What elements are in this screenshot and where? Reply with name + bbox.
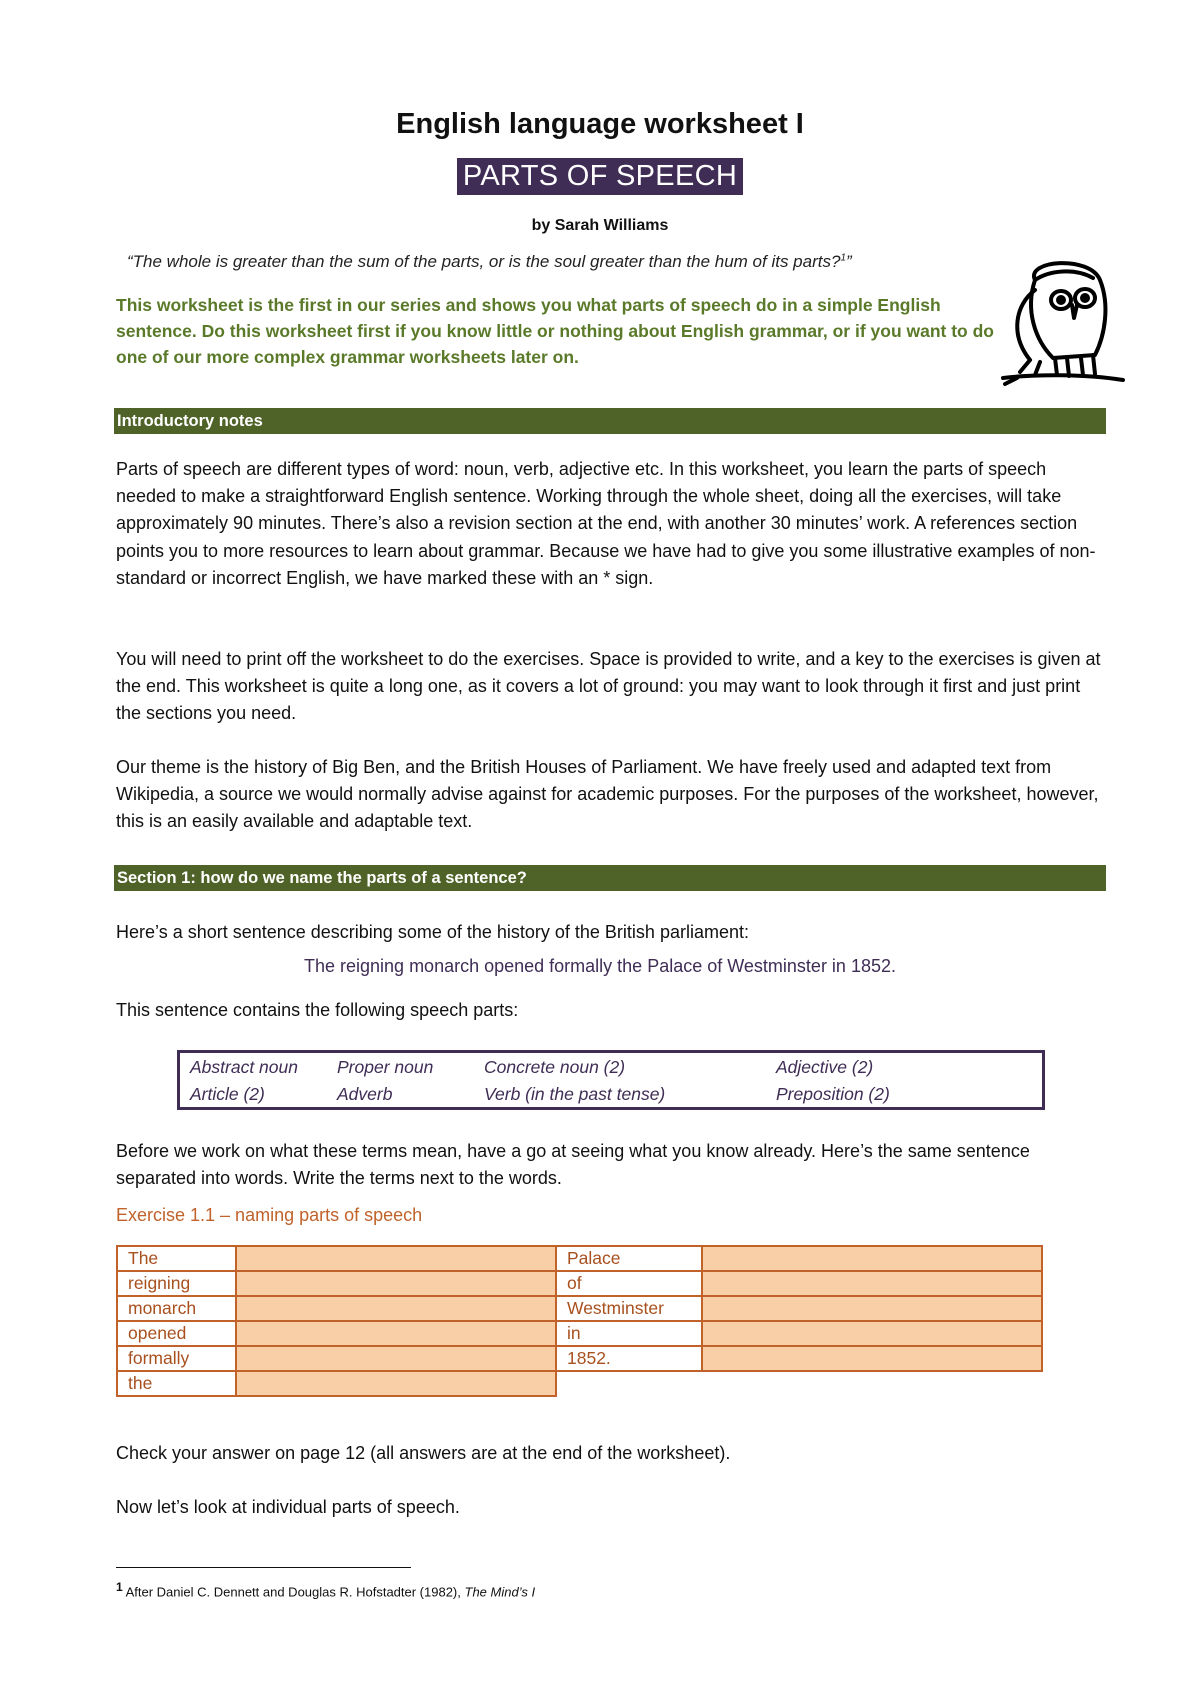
paragraph-check-answer: Check your answer on page 12 (all answers are at the end of the worksheet). bbox=[116, 1443, 731, 1463]
speech-part: Abstract noun bbox=[190, 1057, 298, 1077]
speech-part: Preposition (2) bbox=[776, 1084, 890, 1104]
exercise-table-right bbox=[555, 1245, 1043, 1372]
table-row bbox=[556, 1296, 1042, 1321]
table-row bbox=[117, 1271, 556, 1296]
page-subtitle: PARTS OF SPEECH bbox=[457, 158, 743, 195]
footnote-divider bbox=[116, 1567, 411, 1568]
table-row bbox=[556, 1346, 1042, 1371]
quote-footnote-mark[interactable]: 1 bbox=[840, 252, 846, 264]
footnote-text: After Daniel C. Dennett and Douglas R. Hofstadter (1982), bbox=[125, 1584, 465, 1600]
paragraph-next-section: Now let’s look at individual parts of speech. bbox=[116, 1497, 460, 1517]
owl-icon bbox=[995, 250, 1125, 390]
exercise-heading: Exercise 1.1 – naming parts of speech bbox=[116, 1205, 423, 1225]
answer-cell[interactable] bbox=[236, 1346, 556, 1371]
answer-cell[interactable] bbox=[236, 1271, 556, 1296]
table-row bbox=[556, 1246, 1042, 1271]
footnote-title: The Mind’s I bbox=[464, 1584, 536, 1600]
page-title: English language worksheet I bbox=[396, 108, 804, 140]
answer-cell[interactable] bbox=[236, 1371, 556, 1396]
paragraph-intro-3: Our theme is the history of Big Ben, and the British Houses of Parliament. We have freely used and adapted text from Wikipedia, a source we would normally advise against for academic purposes. For the purposes of the worksheet, however, this is an easily available and adaptable text. bbox=[116, 757, 1099, 832]
exercise-word: 1852. bbox=[556, 1346, 702, 1371]
table-row bbox=[117, 1321, 556, 1346]
answer-cell[interactable] bbox=[236, 1296, 556, 1321]
author-line: by Sarah Williams bbox=[531, 217, 669, 234]
intro-summary: This worksheet is the first in our series and shows you what parts of speech do in a simple English sentence. Do this worksheet first if you know little or nothing about English grammar, or if you want to do one of our more complex grammar worksheets later on. bbox=[116, 295, 994, 367]
answer-cell[interactable] bbox=[702, 1296, 1042, 1321]
exercise-word: in bbox=[556, 1321, 702, 1346]
exercise-word: The bbox=[117, 1246, 236, 1271]
paragraph-intro-1: Parts of speech are different types of word: noun, verb, adjective etc. In this worksheet, you learn the parts of speech needed to make a straightforward English sentence. Working through the whole sheet, doing all the exercises, will take approximately 90 minutes. There’s also a revision section at the end, with another 30 minutes’ work. A references section points you to more resources to learn about grammar. Because we have had to give you some illustrative examples of non-standard or incorrect English, we have marked these with an * sign. bbox=[116, 459, 1096, 588]
table-row bbox=[556, 1321, 1042, 1346]
table-row bbox=[117, 1371, 556, 1396]
table-row bbox=[117, 1346, 556, 1371]
exercise-word: the bbox=[117, 1371, 236, 1396]
paragraph-exercise-intro: Before we work on what these terms mean, have a go at seeing what you know already. Here’s the same sentence separated into words. Write the terms next to the words. bbox=[116, 1141, 1030, 1189]
footnote bbox=[116, 1580, 535, 1599]
speech-part: Adverb bbox=[337, 1084, 393, 1104]
answer-cell[interactable] bbox=[702, 1321, 1042, 1346]
exercise-word: Palace bbox=[556, 1246, 702, 1271]
paragraph-sentence-intro: Here’s a short sentence describing some of the history of the British parliament: bbox=[116, 922, 749, 942]
answer-cell[interactable] bbox=[702, 1271, 1042, 1296]
quote-text: “The whole is greater than the sum of the parts, or is the soul greater than the hum of its parts? bbox=[127, 252, 841, 271]
answer-cell[interactable] bbox=[702, 1246, 1042, 1271]
table-row bbox=[117, 1296, 556, 1321]
paragraph-speech-parts-intro: This sentence contains the following speech parts: bbox=[116, 1000, 519, 1020]
exercise-word: opened bbox=[117, 1321, 236, 1346]
quote-end: ” bbox=[846, 252, 852, 271]
exercise-word: formally bbox=[117, 1346, 236, 1371]
exercise-word: reigning bbox=[117, 1271, 236, 1296]
speech-part: Adjective (2) bbox=[776, 1057, 874, 1077]
answer-cell[interactable] bbox=[236, 1321, 556, 1346]
paragraph-intro-2: You will need to print off the worksheet to do the exercises. Space is provided to write, and a key to the exercises is given at the end. This worksheet is quite a long one, as it covers a lot of ground: you may want to look through it first and just print the sections you need. bbox=[116, 649, 1101, 724]
section-bar-1: Section 1: how do we name the parts of a sentence? bbox=[114, 865, 1106, 891]
subtitle-wrap bbox=[0, 158, 1200, 195]
speech-parts-box bbox=[177, 1050, 1045, 1110]
exercise-word: of bbox=[556, 1271, 702, 1296]
speech-part: Concrete noun (2) bbox=[484, 1057, 626, 1077]
speech-part: Verb (in the past tense) bbox=[484, 1084, 666, 1104]
section-bar-intro: Introductory notes bbox=[114, 408, 1106, 434]
example-sentence: The reigning monarch opened formally the Palace of Westminster in 1852. bbox=[304, 956, 896, 976]
table-row bbox=[117, 1246, 556, 1271]
exercise-word: monarch bbox=[117, 1296, 236, 1321]
answer-cell[interactable] bbox=[236, 1246, 556, 1271]
table-row bbox=[556, 1271, 1042, 1296]
speech-part: Proper noun bbox=[337, 1057, 434, 1077]
speech-part: Article (2) bbox=[190, 1084, 265, 1104]
epigraph-quote bbox=[127, 252, 1007, 272]
footnote-mark: 1 bbox=[116, 1580, 123, 1594]
exercise-word: Westminster bbox=[556, 1296, 702, 1321]
answer-cell[interactable] bbox=[702, 1346, 1042, 1371]
exercise-table-left bbox=[116, 1245, 557, 1397]
